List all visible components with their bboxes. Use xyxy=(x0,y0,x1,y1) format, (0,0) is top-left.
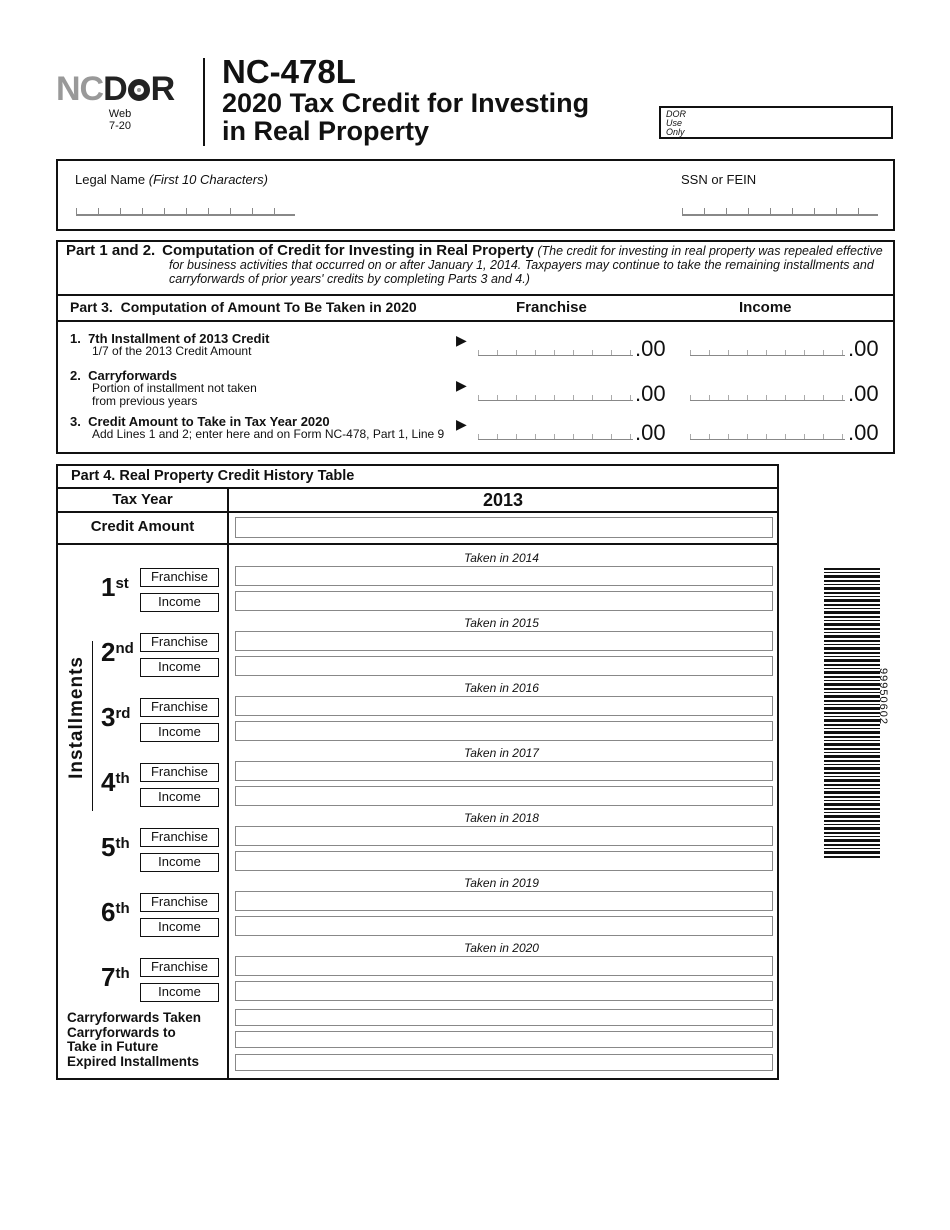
line-3-franchise-cents: .00 xyxy=(635,420,666,445)
installment-ordinal: 7th xyxy=(101,962,130,992)
installment-ordinal: 6th xyxy=(101,897,130,927)
installment-income-field[interactable] xyxy=(235,721,773,741)
line-1-arrow: ▶ xyxy=(456,332,467,348)
income-label: Income xyxy=(140,723,219,742)
income-label: Income xyxy=(140,788,219,807)
installment-ordinal: 2nd xyxy=(101,637,134,667)
line-1-income-field[interactable] xyxy=(690,350,845,356)
line-2-franchise-cents: .00 xyxy=(635,381,666,406)
line-2-income-cents: .00 xyxy=(848,381,879,406)
installments-bracket xyxy=(92,641,93,811)
ssn-fein-label: SSN or FEIN xyxy=(681,172,757,187)
line-1-label: 1. 7th Installment of 2013 Credit 1/7 of the 2013 Credit Amount xyxy=(70,331,270,358)
logo-o-ring xyxy=(128,79,150,101)
line-3-label: 3. Credit Amount to Take in Tax Year 2020 Add Lines 1 and 2; enter here and on Form NC-478, Part 1, Line 9 xyxy=(70,414,445,441)
income-label: Income xyxy=(140,983,219,1002)
web-version: Web 7-20 xyxy=(108,108,132,132)
line-2-arrow: ▶ xyxy=(456,377,467,393)
tax-year-value: 2013 xyxy=(482,490,524,510)
part-1-3-box xyxy=(56,240,895,454)
taken-year-label: Taken in 2017 xyxy=(464,746,539,760)
col-income-header: Income xyxy=(739,299,792,316)
taken-year-label: Taken in 2015 xyxy=(464,616,539,630)
installment-franchise-field[interactable] xyxy=(235,761,773,781)
installment-franchise-field[interactable] xyxy=(235,696,773,716)
barcode xyxy=(824,568,880,860)
line-2-income-field[interactable] xyxy=(690,395,845,401)
income-label: Income xyxy=(140,658,219,677)
installment-franchise-field[interactable] xyxy=(235,826,773,846)
part-4-table xyxy=(56,464,779,1080)
installment-income-field[interactable] xyxy=(235,981,773,1001)
installment-franchise-field[interactable] xyxy=(235,891,773,911)
taken-year-label: Taken in 2016 xyxy=(464,681,539,695)
taken-year-label: Taken in 2020 xyxy=(464,941,539,955)
ncdor-logo: NCD R xyxy=(56,70,175,108)
header-divider xyxy=(203,58,205,146)
divider xyxy=(58,543,777,545)
line-3-franchise-field[interactable] xyxy=(478,434,633,440)
taken-year-label: Taken in 2018 xyxy=(464,811,539,825)
line-3-income-cents: .00 xyxy=(848,420,879,445)
income-label: Income xyxy=(140,918,219,937)
installments-label: Installments xyxy=(66,656,87,779)
dor-use-only-box: DOR Use Only xyxy=(659,106,893,139)
credit-amount-label: Credit Amount xyxy=(90,518,195,535)
line-2-franchise-field[interactable] xyxy=(478,395,633,401)
franchise-label: Franchise xyxy=(140,633,219,652)
expired-installments-field[interactable] xyxy=(235,1054,773,1071)
credit-amount-field[interactable] xyxy=(235,517,773,538)
part-3-header: Part 3. Computation of Amount To Be Taken in 2020 xyxy=(70,299,417,315)
column-divider xyxy=(227,487,229,1078)
carryforward-labels: Carryforwards Taken Carryforwards to Take in Future Expired Installments xyxy=(67,1010,202,1069)
installment-income-field[interactable] xyxy=(235,656,773,676)
taxpayer-info-box xyxy=(56,159,895,231)
installment-franchise-field[interactable] xyxy=(235,631,773,651)
installment-franchise-field[interactable] xyxy=(235,956,773,976)
taken-year-label: Taken in 2019 xyxy=(464,876,539,890)
legal-name-label: Legal Name (First 10 Characters) xyxy=(75,172,268,187)
legal-name-field[interactable] xyxy=(76,208,295,216)
ssn-fein-field[interactable] xyxy=(682,208,878,216)
form-number: NC-478L xyxy=(222,53,356,90)
divider xyxy=(58,320,893,322)
franchise-label: Franchise xyxy=(140,828,219,847)
franchise-label: Franchise xyxy=(140,958,219,977)
installment-ordinal: 4th xyxy=(101,767,130,797)
installment-ordinal: 1st xyxy=(101,572,129,602)
part-4-title: Part 4. Real Property Credit History Table xyxy=(71,468,355,484)
carryforwards-future-field[interactable] xyxy=(235,1031,773,1048)
part-1-2-section: Part 1 and 2. Computation of Credit for Investing in Real Property (The credit for investing in real property was repealed effective for business activities that occurred on or after January 1, 2014. Taxpayers may continue to take the remaining installments and carryforwards of prior years' credits by completing Parts 3 and 4.) xyxy=(66,242,883,286)
barcode-number: 99950602 xyxy=(877,668,889,725)
form-title: 2020 Tax Credit for Investing in Real Property xyxy=(222,88,590,146)
installment-ordinal: 3rd xyxy=(101,702,131,732)
tax-year-label: Tax Year xyxy=(112,491,173,508)
col-franchise-header: Franchise xyxy=(516,299,587,316)
carryforwards-taken-field[interactable] xyxy=(235,1009,773,1026)
installment-income-field[interactable] xyxy=(235,786,773,806)
line-1-franchise-cents: .00 xyxy=(635,336,666,361)
income-label: Income xyxy=(140,593,219,612)
franchise-label: Franchise xyxy=(140,568,219,587)
installment-franchise-field[interactable] xyxy=(235,566,773,586)
line-3-arrow: ▶ xyxy=(456,416,467,432)
divider xyxy=(58,511,777,513)
installment-income-field[interactable] xyxy=(235,916,773,936)
installment-income-field[interactable] xyxy=(235,591,773,611)
taken-year-label: Taken in 2014 xyxy=(464,551,539,565)
franchise-label: Franchise xyxy=(140,893,219,912)
line-2-label: 2. Carryforwards Portion of installment not taken from previous years xyxy=(70,368,257,408)
income-label: Income xyxy=(140,853,219,872)
installment-ordinal: 5th xyxy=(101,832,130,862)
franchise-label: Franchise xyxy=(140,763,219,782)
divider xyxy=(58,487,777,489)
line-1-income-cents: .00 xyxy=(848,336,879,361)
line-1-franchise-field[interactable] xyxy=(478,350,633,356)
line-3-income-field[interactable] xyxy=(690,434,845,440)
installment-income-field[interactable] xyxy=(235,851,773,871)
divider xyxy=(58,294,893,296)
franchise-label: Franchise xyxy=(140,698,219,717)
